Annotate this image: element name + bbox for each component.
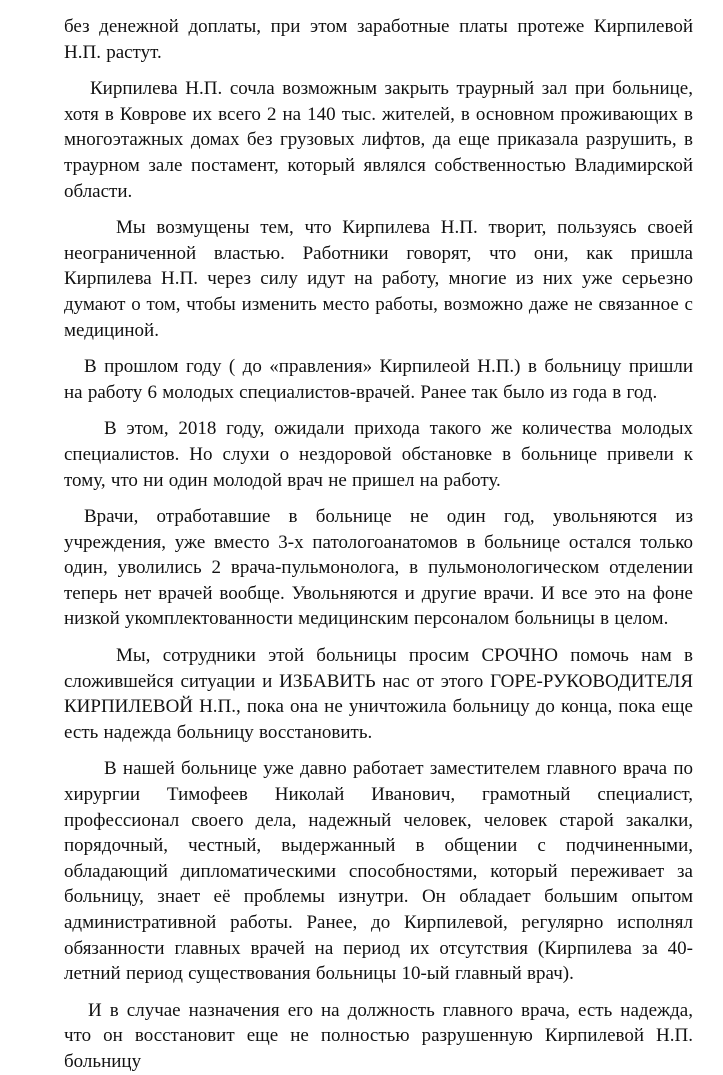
paragraph-5: В этом, 2018 году, ожидали прихода такого же количества молодых специалистов. Но слухи о нездоровой обстановке в больнице привели к тому, что ни один молодой врач не пришел на работу. <box>64 418 693 491</box>
paragraph-6: Врачи, отработавшие в больнице не один год, увольняются из учреждения, уже вместо 3-х патологоанатомов в больнице остался только один, уволились 2 врача-пульмонолога, в пульмонологическом отделении теперь нет врачей вообще. Увольняются и другие врачи. И все это на фоне низкой укомплектованности медицинским персоналом больницы в целом. <box>64 506 693 630</box>
paragraph-9: И в случае назначения его на должность главного врача, есть надежда, что он восстановит еще не полностью разрушенную Кирпилевой Н.П. больницу <box>64 999 693 1072</box>
paragraph-2: Кирпилева Н.П. сочла возможным закрыть траурный зал при больнице, хотя в Коврове их всего 2 на 140 тыс. жителей, в основном проживающих в многоэтажных домах без грузовых лифтов, да еще приказала разрушить, в траурном зале постамент, который являлся собственностью Владимирской области. <box>64 78 693 202</box>
paragraph-4: В прошлом году ( до «правления» Кирпилеой Н.П.) в больницу пришли на работу 6 молодых специалистов-врачей. Ранее так было из года в год. <box>64 356 693 403</box>
paragraph-8: В нашей больнице уже давно работает заместителем главного врача по хирургии Тимофеев Николай Иванович, грамотный специалист, профессионал своего дела, надежный человек, человек старой закалки, порядочный, честный, выдержанный в общении с подчиненными, обладающий дипломатическими способностями, который переживает за больницу, знает её проблемы изнутри. Он обладает большим опытом административной работы. Ранее, до Кирпилевой, регулярно исполнял обязанности главных врачей на период их отсутствия (Кирпилева за 40-летний период существования больницы 10-ый главный врач). <box>64 758 693 985</box>
paragraph-1: без денежной доплаты, при этом заработные платы протеже Кирпилевой Н.П. растут. <box>64 16 693 63</box>
paragraph-7: Мы, сотрудники этой больницы просим СРОЧНО помочь нам в сложившейся ситуации и ИЗБАВИТЬ нас от этого ГОРЕ-РУКОВОДИТЕЛЯ КИРПИЛЕВОЙ Н.П., пока она не уничтожила больницу до конца, пока еще есть надежда больницу восстановить. <box>64 645 693 743</box>
paragraph-3: Мы возмущены тем, что Кирпилева Н.П. творит, пользуясь своей неограниченной властью. Работники говорят, что они, как пришла Кирпилева Н.П. через силу идут на работу, многие из них уже серьезно думают о том, чтобы изменить место работы, возможно даже не связанное с медициной. <box>64 217 693 341</box>
